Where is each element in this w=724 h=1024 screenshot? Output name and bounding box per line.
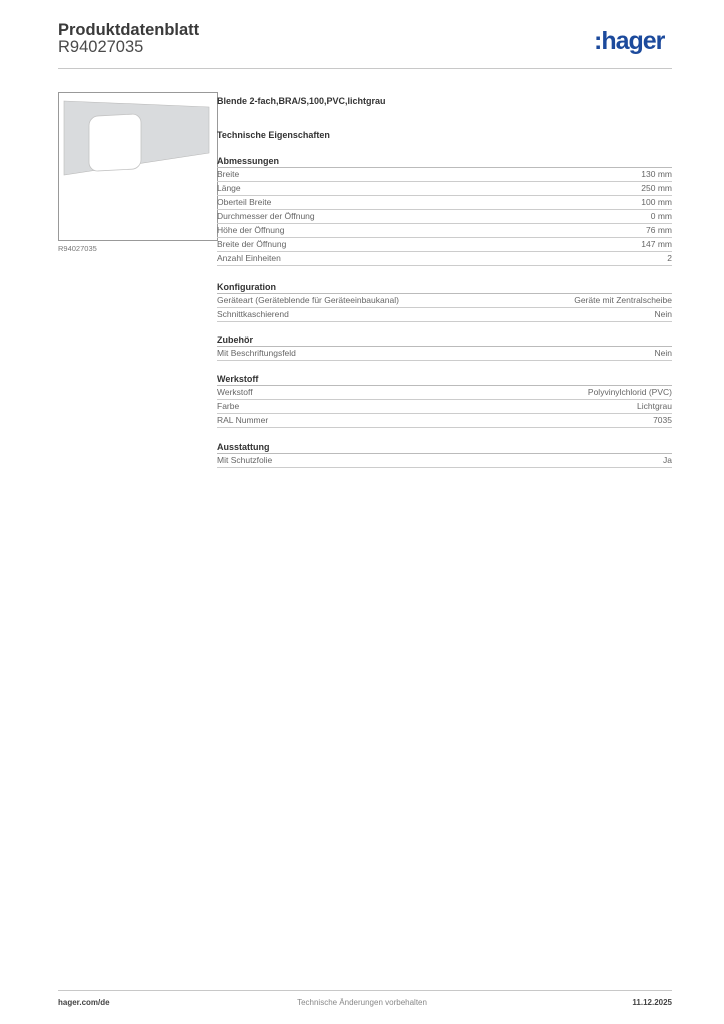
footer-website: hager.com/de <box>58 998 110 1007</box>
product-code: R94027035 <box>58 38 144 56</box>
property-label: Durchmesser der Öffnung <box>217 211 315 221</box>
property-label: Breite <box>217 169 240 179</box>
section-heading: Konfiguration <box>217 281 672 294</box>
property-label: Geräteart (Geräteblende für Geräteeinbaukanal) <box>217 295 399 305</box>
property-row <box>217 168 672 182</box>
property-row <box>217 196 672 210</box>
property-label: Mit Schutzfolie <box>217 455 273 465</box>
property-value: Polyvinylchlorid (PVC) <box>587 387 672 397</box>
product-name: Blende 2-fach,BRA/S,100,PVC,lichtgrau <box>217 96 386 106</box>
property-value: 100 mm <box>641 197 672 207</box>
property-row <box>217 386 672 400</box>
property-label: Anzahl Einheiten <box>217 253 281 263</box>
property-value: 250 mm <box>641 183 672 193</box>
page-title: Produktdatenblatt <box>58 21 200 39</box>
section-werkstoff <box>217 373 672 428</box>
property-value: 0 mm <box>650 211 672 221</box>
footer-divider <box>58 990 672 991</box>
section-ausstattung <box>217 441 672 468</box>
property-label: Breite der Öffnung <box>217 239 287 249</box>
property-label: Mit Beschriftungsfeld <box>217 348 296 358</box>
section-zubehör <box>217 334 672 361</box>
property-row <box>217 347 672 361</box>
property-value: Lichtgrau <box>637 401 672 411</box>
property-row <box>217 210 672 224</box>
property-row <box>217 294 672 308</box>
property-row <box>217 252 672 266</box>
property-value: 76 mm <box>646 225 672 235</box>
property-value: Ja <box>663 455 672 465</box>
section-heading: Abmessungen <box>217 155 672 168</box>
property-row <box>217 182 672 196</box>
property-label: Werkstoff <box>217 387 253 397</box>
property-row <box>217 308 672 322</box>
property-label: RAL Nummer <box>217 415 269 425</box>
property-label: Oberteil Breite <box>217 197 272 207</box>
property-label: Schnittkaschierend <box>217 309 289 319</box>
section-heading: Ausstattung <box>217 441 672 454</box>
property-row <box>217 238 672 252</box>
property-value: 147 mm <box>641 239 672 249</box>
property-value: Nein <box>654 309 672 319</box>
tech-properties-heading: Technische Eigenschaften <box>217 130 330 140</box>
hager-logo: :hager <box>594 27 665 55</box>
property-value: 130 mm <box>641 169 672 179</box>
property-row <box>217 414 672 428</box>
image-caption: R94027035 <box>58 244 97 253</box>
footer-date: 11.12.2025 <box>632 998 672 1007</box>
property-value: 7035 <box>653 415 672 425</box>
section-abmessungen <box>217 155 672 266</box>
property-value: 2 <box>667 253 672 263</box>
header-divider <box>58 68 672 69</box>
property-label: Höhe der Öffnung <box>217 225 285 235</box>
footer-note: Technische Änderungen vorbehalten <box>297 998 427 1007</box>
property-row <box>217 224 672 238</box>
section-heading: Zubehör <box>217 334 672 347</box>
section-konfiguration <box>217 281 672 322</box>
property-label: Farbe <box>217 401 240 411</box>
property-label: Länge <box>217 183 241 193</box>
property-value: Nein <box>654 348 672 358</box>
product-image <box>58 92 218 241</box>
property-row <box>217 454 672 468</box>
property-value: Geräte mit Zentralscheibe <box>574 295 672 305</box>
property-row <box>217 400 672 414</box>
section-heading: Werkstoff <box>217 373 672 386</box>
